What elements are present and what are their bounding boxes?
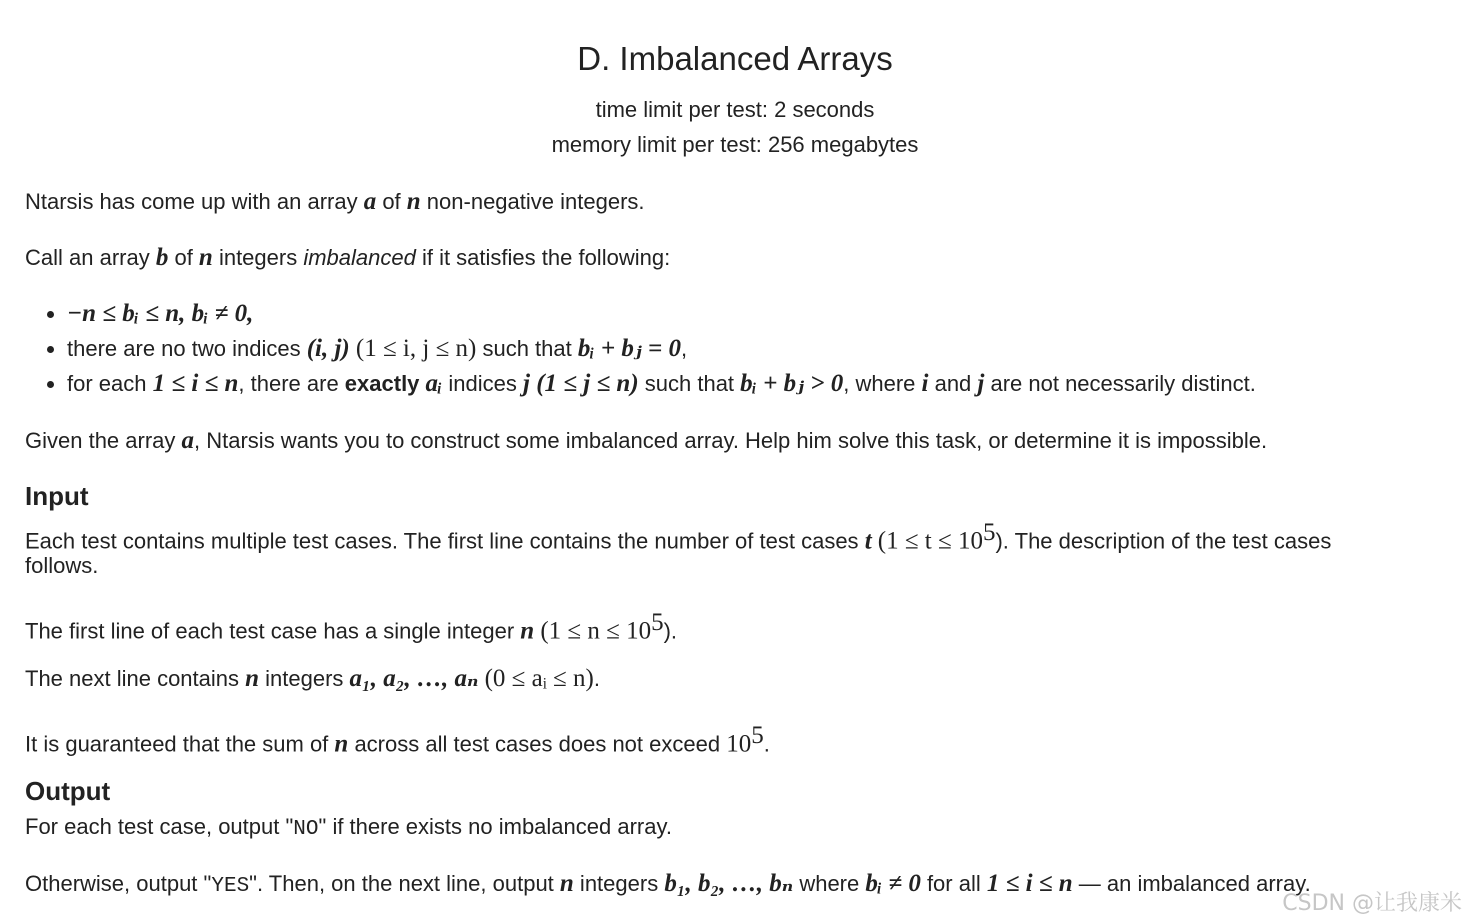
input-line-1b: follows. (25, 553, 99, 578)
input-line-2: The first line of each test case has a single integer n $(1 \le n \le 10^5)$. (25, 609, 678, 645)
list-item: • there are no two indices (i, j) (1 ≤ i, j ≤ n) such that bᵢ + bⱼ = 0, (67, 331, 1256, 366)
list-item: • for each 1 ≤ i ≤ n, there are exactly aᵢ indices j (1 ≤ j ≤ n) such that bᵢ + bⱼ > 0, where i and j are not necessarily distinct. (67, 366, 1256, 401)
list-item: • −n ≤ bᵢ ≤ n, bᵢ ≠ 0, (67, 296, 1256, 331)
paragraph-task: Given the array a, Ntarsis wants you to construct some imbalanced array. Help him solve this task, or determine it is impossible. (25, 427, 1268, 454)
input-line-3: The next line contains n integers a₁, a₂, …, aₙ (0 ≤ aᵢ ≤ n). (25, 665, 600, 692)
paragraph-intro: Ntarsis has come up with an array a of n non-negative integers. (25, 188, 645, 215)
input-line-4: It is guaranteed that the sum of n across all test cases does not exceed $10^5$. (25, 722, 770, 758)
memory-limit: memory limit per test: 256 megabytes (551, 132, 919, 157)
input-line-1: Each test contains multiple test cases. The first line contains the number of test cases t $(1 \le t \le 10^5)$. The description of the test cases (25, 519, 1332, 555)
output-line-1: For each test case, output "NO" if there exists no imbalanced array. (25, 814, 672, 841)
watermark: CSDN @让我康米 (1282, 891, 1462, 916)
input-heading: Input (25, 481, 89, 511)
problem-title: D. Imbalanced Arrays (577, 40, 893, 77)
conditions-list (25, 296, 1256, 401)
output-heading: Output (25, 776, 111, 806)
time-limit: time limit per test: 2 seconds (595, 97, 875, 122)
paragraph-definition: Call an array b of n integers imbalanced if it satisfies the following: (25, 244, 671, 271)
output-line-2: Otherwise, output "YES". Then, on the next line, output n integers b₁, b₂, …, bₙ where bᵢ ≠ 0 for all 1 ≤ i ≤ n — an imbalanced array. (25, 870, 1311, 898)
